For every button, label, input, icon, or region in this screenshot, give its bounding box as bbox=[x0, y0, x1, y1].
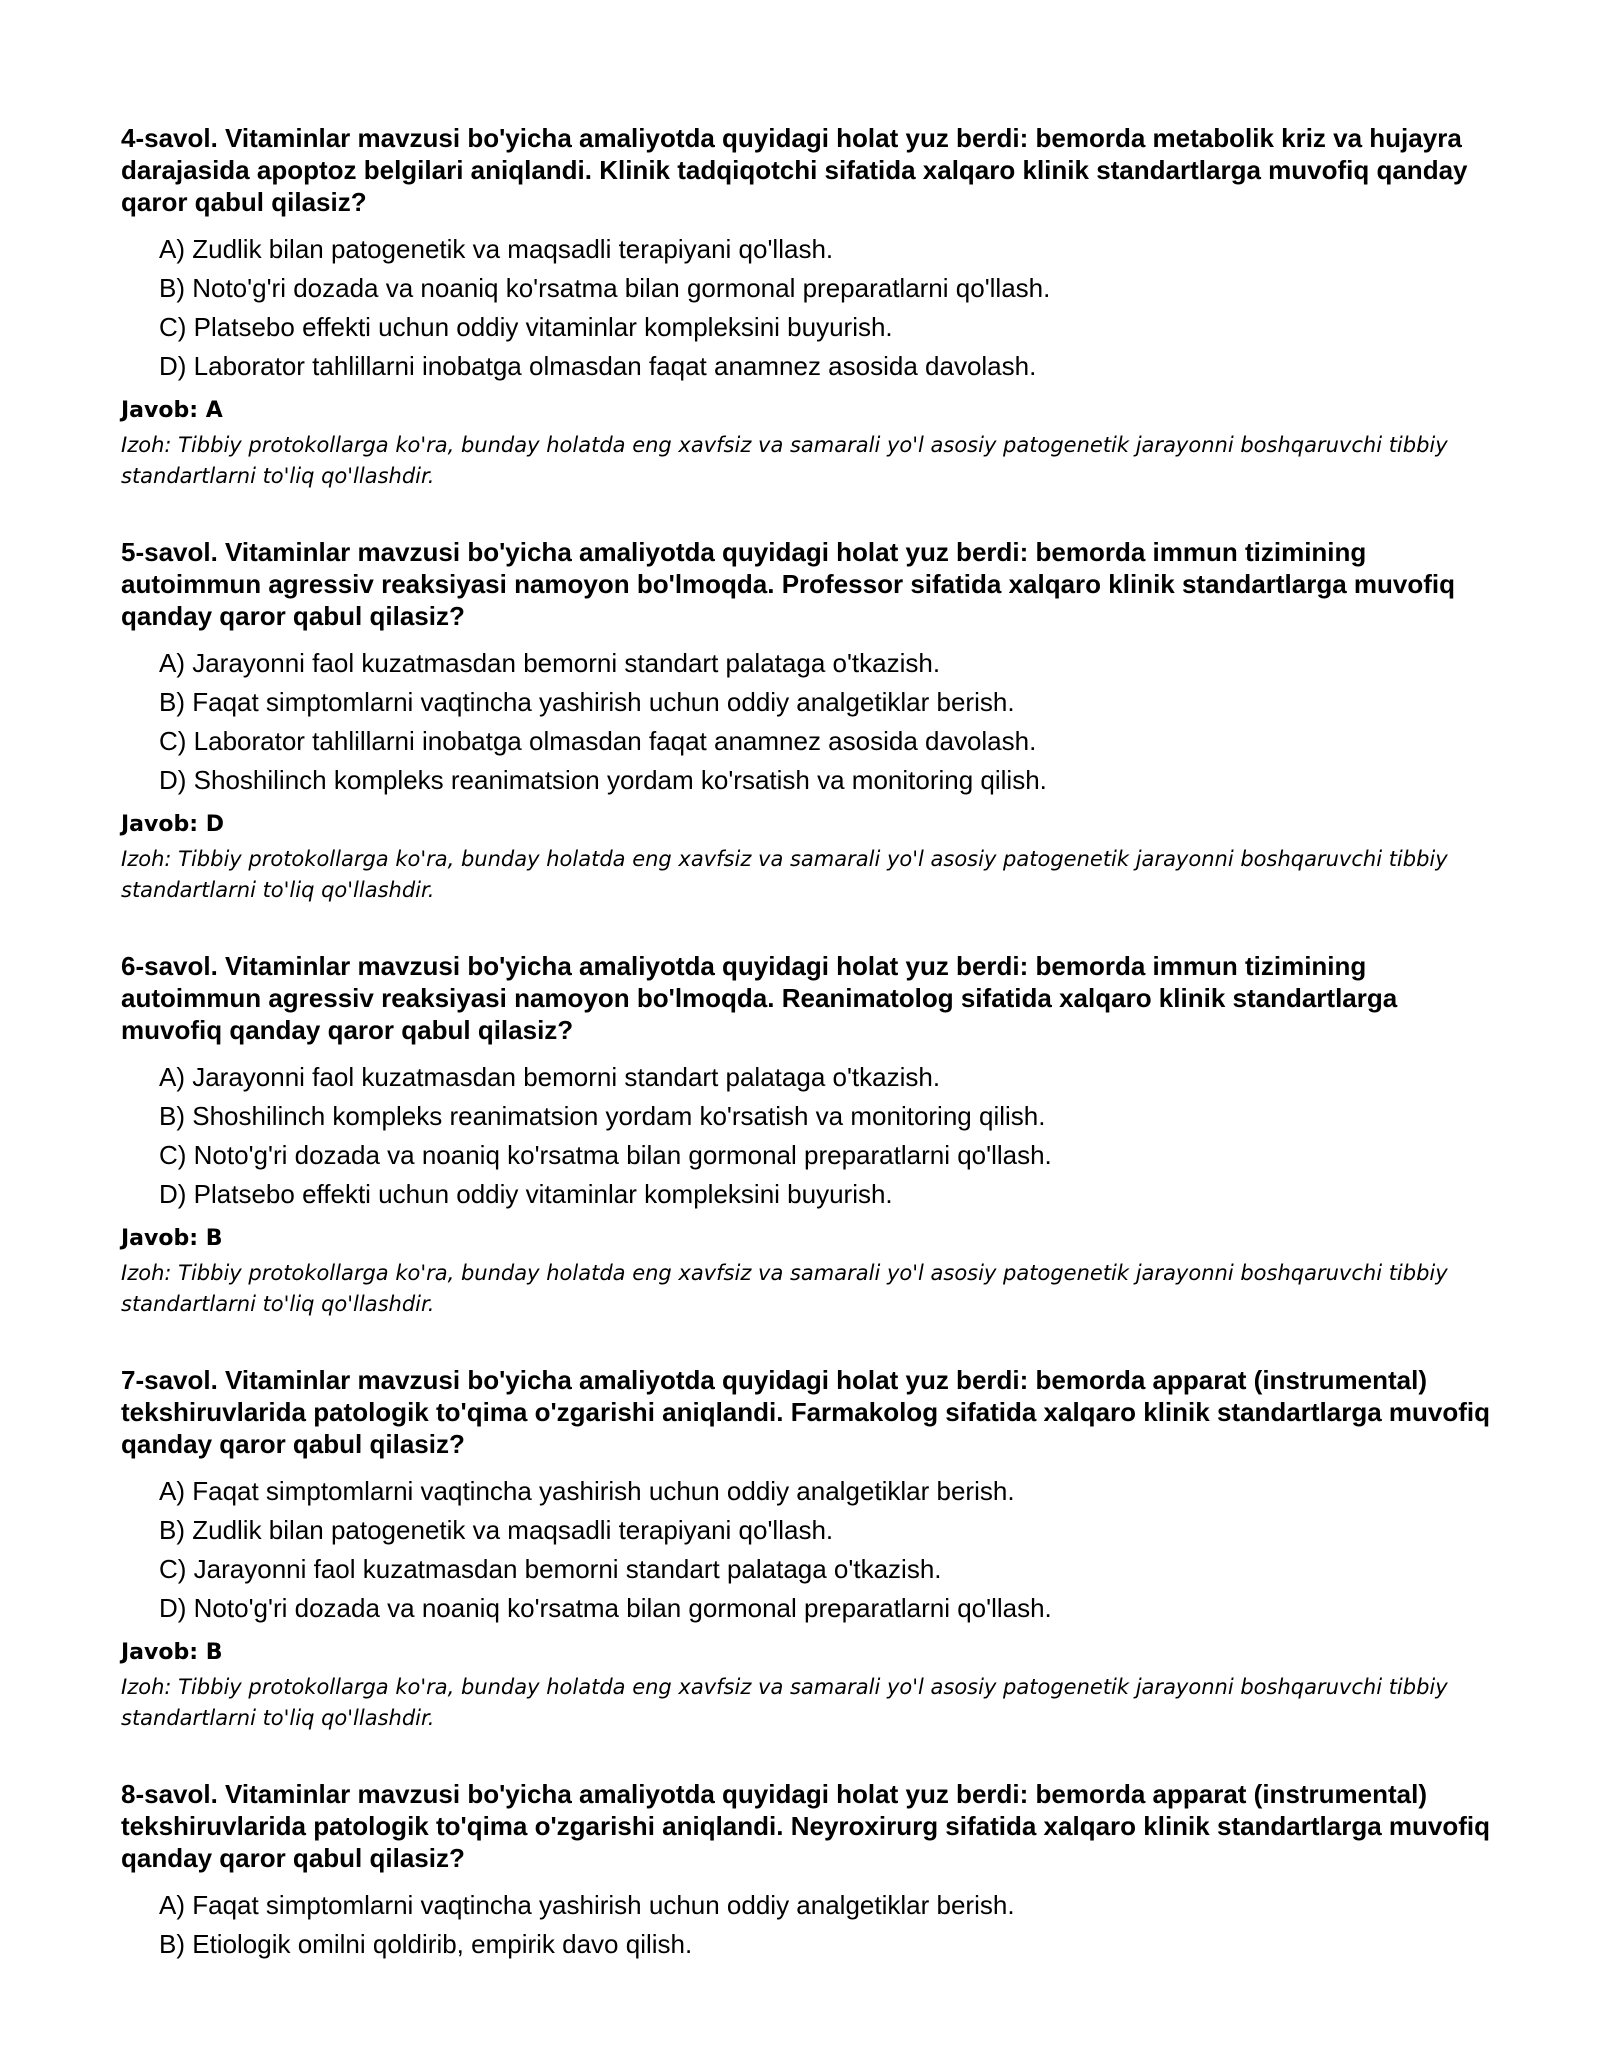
option-b: B) Noto'g'ri dozada va noaniq ko'rsatma bilan gormonal preparatlarni qo'llash. bbox=[159, 273, 1051, 303]
option-b: B) Etiologik omilni qoldirib, empirik davo qilish. bbox=[159, 1929, 693, 1959]
question-title: 6-savol. Vitaminlar mavzusi bo'yicha amaliyotda quyidagi holat yuz berdi: bemorda immun tizimining autoimmun agressiv reaksiyasi namoyon bo'lmoqda. Reanimatolog sifatida xalqaro klinik standartlarga muvofiq qanday qaror qabul qilasiz? bbox=[121, 951, 1398, 1045]
answer-options bbox=[121, 230, 1490, 386]
option-b: B) Zudlik bilan patogenetik va maqsadli terapiyani qo'llash. bbox=[159, 1515, 834, 1545]
question-7 bbox=[121, 1364, 1490, 1734]
answer-label: Javob: B bbox=[121, 1640, 223, 1665]
question-title: 4-savol. Vitaminlar mavzusi bo'yicha amaliyotda quyidagi holat yuz berdi: bemorda metabolik kriz va hujayra darajasida apoptoz belgilari aniqlandi. Klinik tadqiqotchi sifatida xalqaro klinik standartlarga muvofiq qanday qaror qabul qilasiz? bbox=[121, 123, 1468, 217]
option-c: C) Platsebo effekti uchun oddiy vitaminlar kompleksini buyurish. bbox=[159, 312, 893, 342]
option-a: A) Faqat simptomlarni vaqtincha yashirish uchun oddiy analgetiklar berish. bbox=[159, 1890, 1015, 1920]
option-d: D) Noto'g'ri dozada va noaniq ko'rsatma bilan gormonal preparatlarni qo'llash. bbox=[159, 1593, 1052, 1623]
question-8 bbox=[121, 1778, 1490, 1964]
option-a: A) Faqat simptomlarni vaqtincha yashirish uchun oddiy analgetiklar berish. bbox=[159, 1476, 1015, 1506]
answer-options bbox=[121, 1886, 1490, 1964]
explanation-note: Izoh: Tibbiy protokollarga ko'ra, bunday holatda eng xavfsiz va samarali yo'l asosiy patogenetik jarayonni boshqaruvchi tibbiy standartlarni to'liq qo'llashdir. bbox=[121, 1675, 1448, 1730]
option-b: B) Shoshilinch kompleks reanimatsion yordam ko'rsatish va monitoring qilish. bbox=[159, 1101, 1046, 1131]
answer-options bbox=[121, 1058, 1490, 1214]
option-c: C) Noto'g'ri dozada va noaniq ko'rsatma bilan gormonal preparatlarni qo'llash. bbox=[159, 1140, 1052, 1170]
explanation-note: Izoh: Tibbiy protokollarga ko'ra, bunday holatda eng xavfsiz va samarali yo'l asosiy patogenetik jarayonni boshqaruvchi tibbiy standartlarni to'liq qo'llashdir. bbox=[121, 847, 1448, 902]
question-title: 7-savol. Vitaminlar mavzusi bo'yicha amaliyotda quyidagi holat yuz berdi: bemorda apparat (instrumental) tekshiruvlarida patologik to'qima o'zgarishi aniqlandi. Farmakolog sifatida xalqaro klinik standartlarga muvofiq qanday qaror qabul qilasiz? bbox=[121, 1365, 1490, 1459]
option-d: D) Shoshilinch kompleks reanimatsion yordam ko'rsatish va monitoring qilish. bbox=[159, 765, 1047, 795]
question-title: 8-savol. Vitaminlar mavzusi bo'yicha amaliyotda quyidagi holat yuz berdi: bemorda apparat (instrumental) tekshiruvlarida patologik to'qima o'zgarishi aniqlandi. Neyroxirurg sifatida xalqaro klinik standartlarga muvofiq qanday qaror qabul qilasiz? bbox=[121, 1779, 1491, 1873]
question-title: 5-savol. Vitaminlar mavzusi bo'yicha amaliyotda quyidagi holat yuz berdi: bemorda immun tizimining autoimmun agressiv reaksiyasi namoyon bo'lmoqda. Professor sifatida xalqaro klinik standartlarga muvofiq qanday qaror qabul qilasiz? bbox=[121, 537, 1456, 631]
answer-label: Javob: A bbox=[121, 398, 223, 423]
option-c: C) Jarayonni faol kuzatmasdan bemorni standart palataga o'tkazish. bbox=[159, 1554, 942, 1584]
option-a: A) Jarayonni faol kuzatmasdan bemorni standart palataga o'tkazish. bbox=[159, 648, 941, 678]
question-4 bbox=[121, 122, 1490, 492]
answer-options bbox=[121, 644, 1490, 800]
answer-label: Javob: D bbox=[121, 812, 224, 837]
option-d: D) Laborator tahlillarni inobatga olmasdan faqat anamnez asosida davolash. bbox=[159, 351, 1037, 381]
answer-label: Javob: B bbox=[121, 1226, 223, 1251]
option-d: D) Platsebo effekti uchun oddiy vitaminlar kompleksini buyurish. bbox=[159, 1179, 893, 1209]
option-c: C) Laborator tahlillarni inobatga olmasdan faqat anamnez asosida davolash. bbox=[159, 726, 1037, 756]
option-a: A) Jarayonni faol kuzatmasdan bemorni standart palataga o'tkazish. bbox=[159, 1062, 941, 1092]
question-5 bbox=[121, 536, 1490, 906]
question-6 bbox=[121, 950, 1490, 1320]
option-b: B) Faqat simptomlarni vaqtincha yashirish uchun oddiy analgetiklar berish. bbox=[159, 687, 1015, 717]
explanation-note: Izoh: Tibbiy protokollarga ko'ra, bunday holatda eng xavfsiz va samarali yo'l asosiy patogenetik jarayonni boshqaruvchi tibbiy standartlarni to'liq qo'llashdir. bbox=[121, 1261, 1448, 1316]
option-a: A) Zudlik bilan patogenetik va maqsadli terapiyani qo'llash. bbox=[159, 234, 834, 264]
answer-options bbox=[121, 1472, 1490, 1628]
explanation-note: Izoh: Tibbiy protokollarga ko'ra, bunday holatda eng xavfsiz va samarali yo'l asosiy patogenetik jarayonni boshqaruvchi tibbiy standartlarni to'liq qo'llashdir. bbox=[121, 433, 1448, 488]
